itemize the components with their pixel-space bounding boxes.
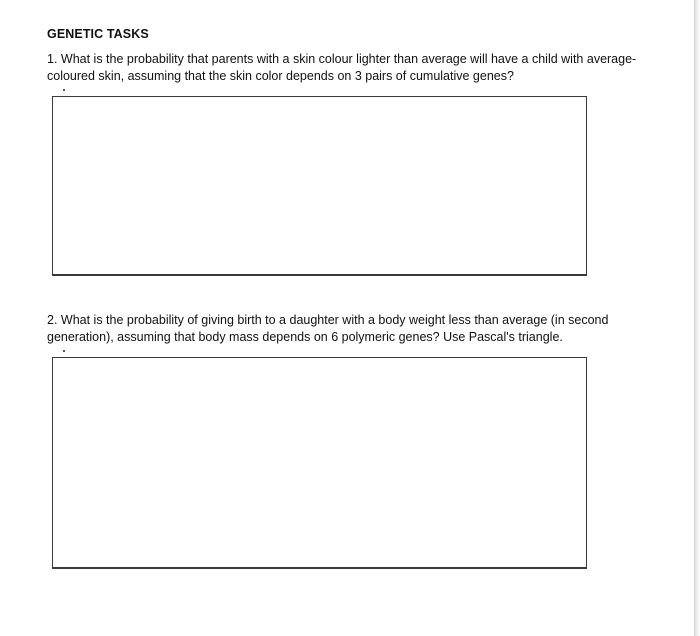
question-2-text: 2. What is the probability of giving birth to a daughter with a body weight less than average (in second generation), assuming that body mass depends on 6 polymeric genes? Use Pascal's triangle. (47, 313, 609, 344)
scan-mark (63, 350, 65, 352)
scan-mark (63, 89, 65, 91)
page-edge-shadow (694, 0, 700, 636)
answer-box-2[interactable] (52, 357, 587, 569)
answer-box-1[interactable] (52, 96, 587, 276)
question-1-text: 1. What is the probability that parents with a skin colour lighter than average will have a child with average-coloured skin, assuming that the skin color depends on 3 pairs of cumulative genes? (47, 52, 637, 83)
worksheet-title: GENETIC TASKS (47, 27, 149, 41)
